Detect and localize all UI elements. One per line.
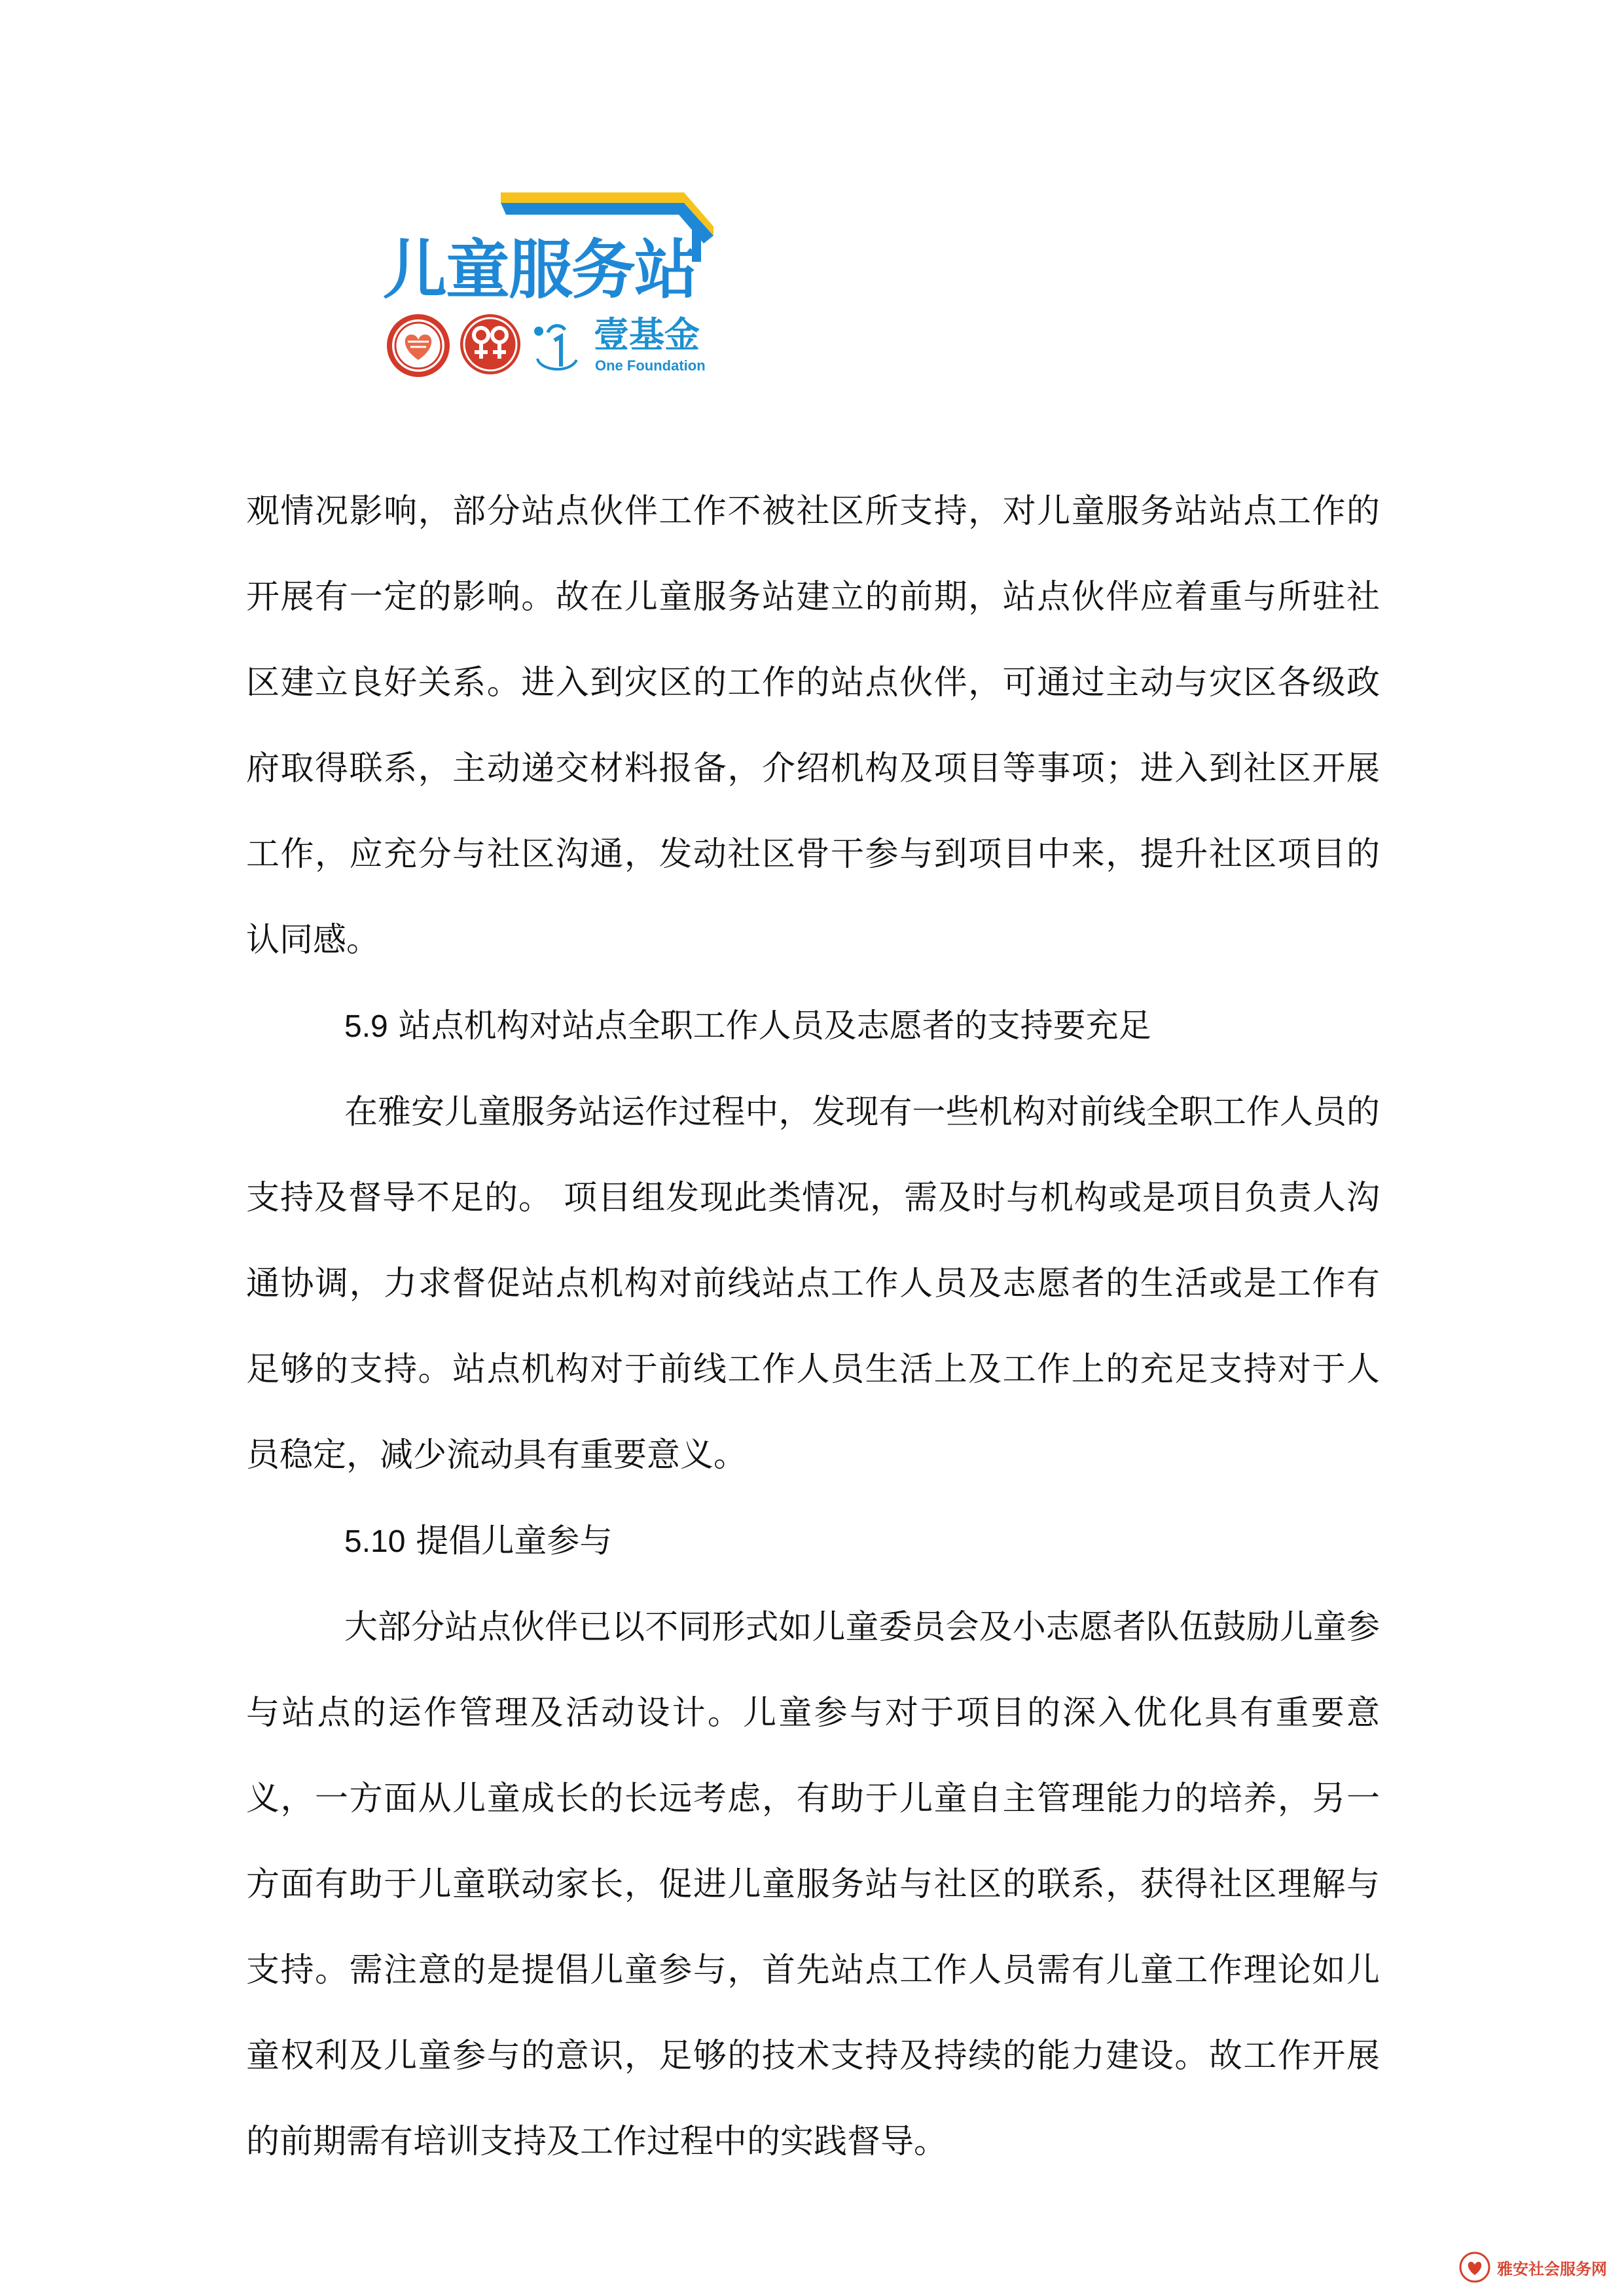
paragraph-staff-support: 在雅安儿童服务站运作过程中，发现有一些机构对前线全职工作人员的支持及督导不足的。 项目组发现此类情况，需及时与机构或是项目负责人沟通协调，力求督促站点机构对前线站点工作人员及志愿者的生活或是工作有足够的支持。站点机构对于前线工作人员生活上及工作上的充足支持对于人员稳定，减少流动具有重要意义。 (246, 1093, 1380, 1475)
paragraph-community-relations: 观情况影响，部分站点伙伴工作不被社区所支持，对儿童服务站站点工作的开展有一定的影响。故在儿童服务站建立的前期，站点伙伴应着重与所驻社区建立良好关系。进入到灾区的工作的站点伙伴，可通过主动与灾区各级政府取得联系，主动递交材料报备，介绍机构及项目等事项；进入到社区开展工作，应充分与社区沟通，发动社区骨干参与到项目中来，提升社区项目的认同感。 (246, 492, 1380, 960)
charity-seal-icon (386, 313, 451, 378)
section-title: 提倡儿童参与 (405, 1522, 613, 1560)
one-foundation-name-en: One Foundation (595, 357, 706, 374)
section-number: 5.10 (344, 1524, 406, 1559)
womens-federation-emblem-icon (459, 313, 522, 376)
section-heading-5-9 (246, 983, 1380, 1069)
section-heading-5-10 (246, 1498, 1380, 1585)
document-body (246, 469, 1380, 2185)
site-watermark (1459, 2249, 1607, 2286)
one-foundation-mark-icon (531, 313, 581, 376)
paragraph-child-participation: 大部分站点伙伴已以不同形式如儿童委员会及小志愿者队伍鼓励儿童参与站点的运作管理及活动设计。儿童参与对于项目的深入优化具有重要意义，一方面从儿童成长的长远考虑，有助于儿童自主管理能力的培养，另一方面有助于儿童联动家长，促进儿童服务站与社区的联系，获得社区理解与支持。需注意的是提倡儿童参与，首先站点工作人员需有儿童工作理论如儿童权利及儿童参与的意识，足够的技术支持及持续的能力建设。故工作开展的前期需有培训支持及工作过程中的实践督导。 (246, 1608, 1380, 2161)
watermark-text: 雅安社会服务网 (1497, 2259, 1607, 2278)
section-title: 站点机构对站点全职工作人员及志愿者的支持要充足 (388, 1007, 1151, 1045)
section-number: 5.9 (344, 1009, 388, 1044)
children-service-station-logo (383, 190, 723, 380)
one-foundation-name-cn: 壹基金 (594, 314, 700, 355)
heart-badge-icon (1459, 2251, 1490, 2283)
partner-badges (386, 313, 726, 378)
logo-title: 儿童服务站 (383, 233, 698, 308)
